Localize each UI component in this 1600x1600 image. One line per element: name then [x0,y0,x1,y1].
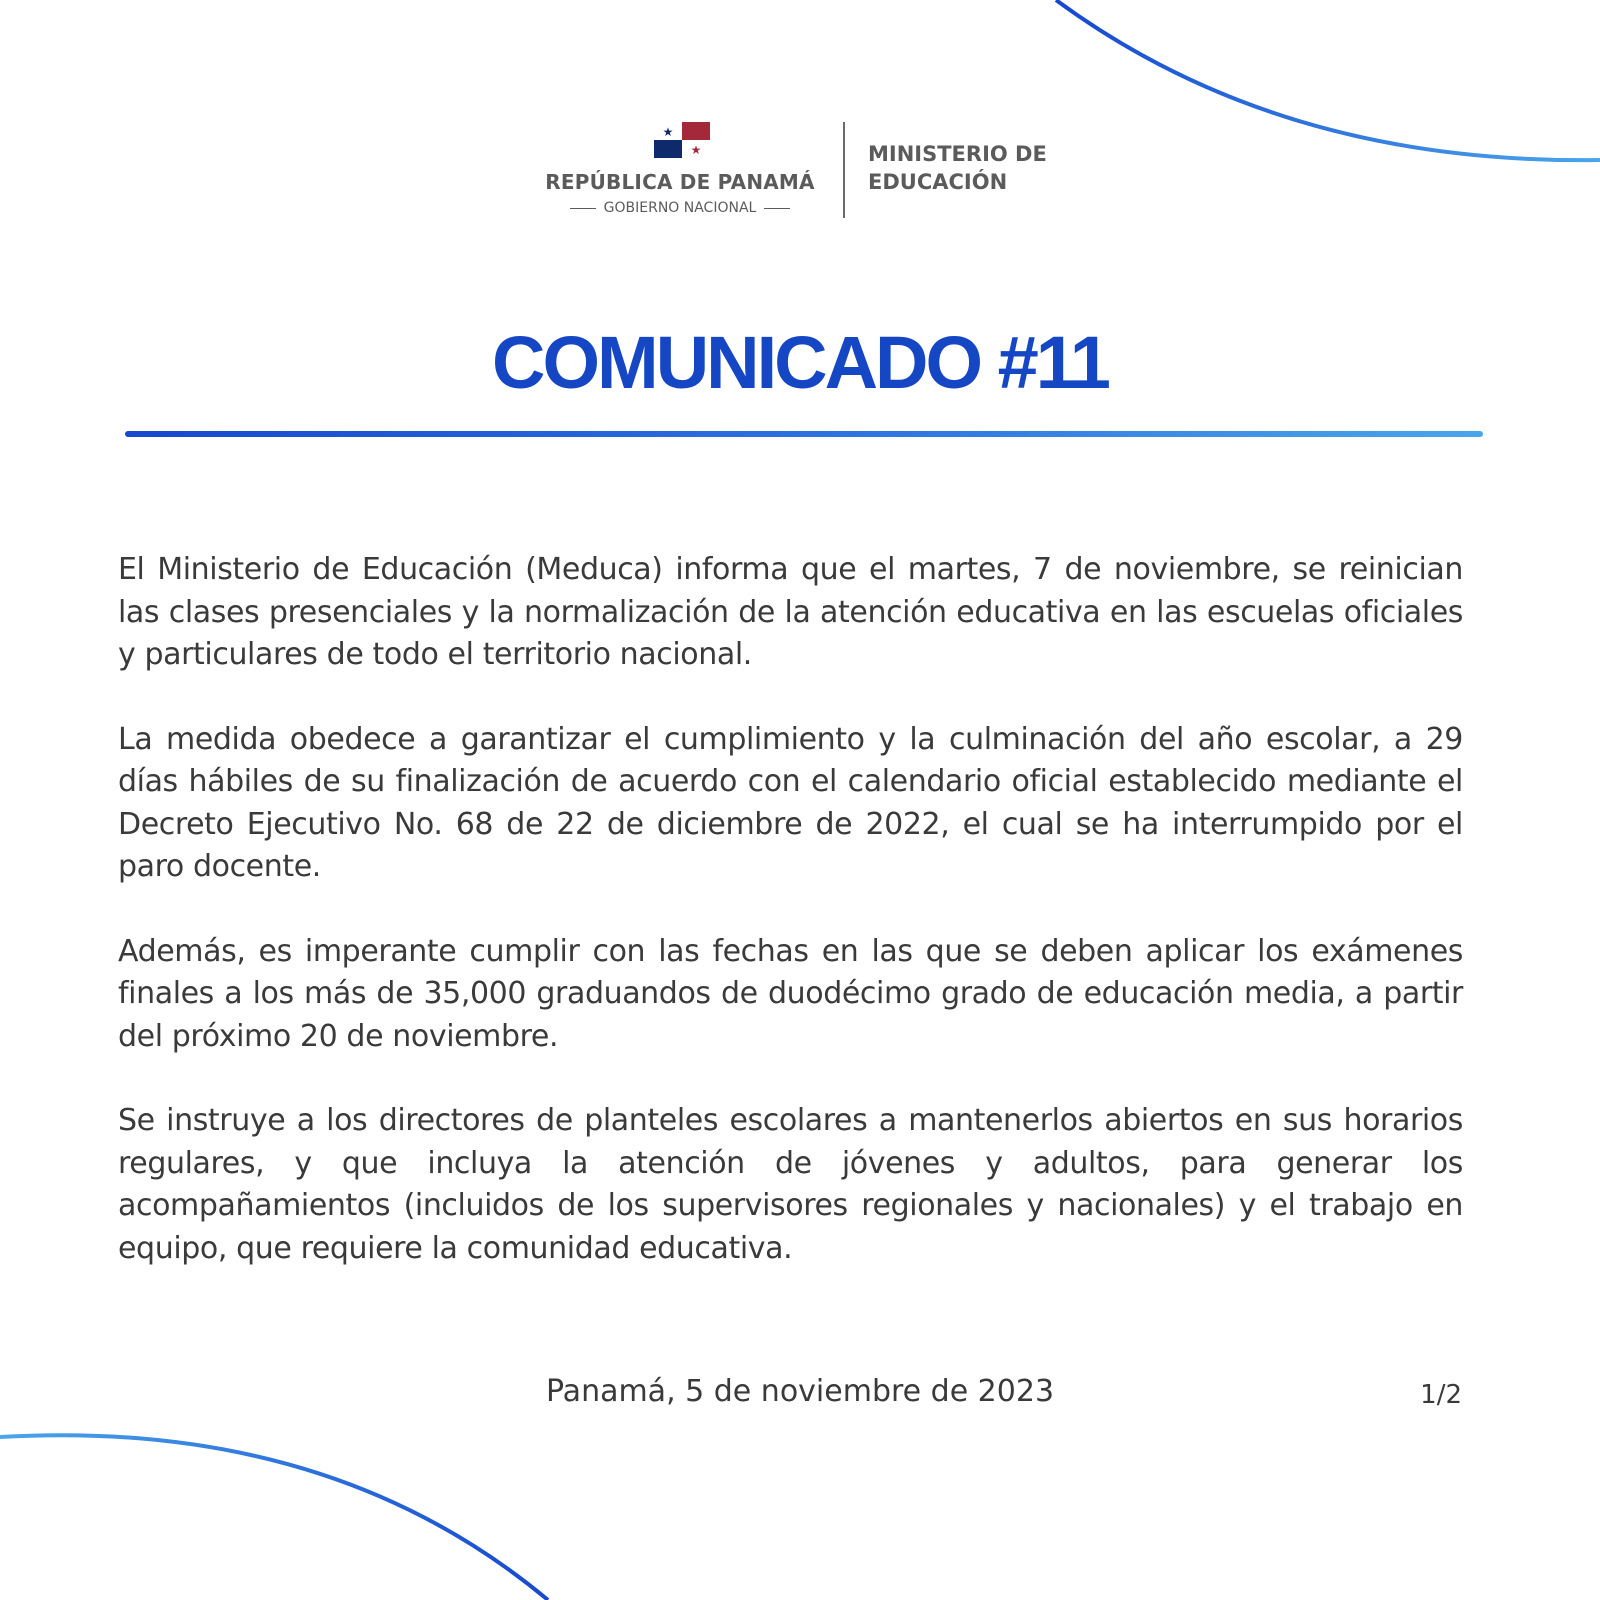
country-name: REPÚBLICA DE PANAMÁ [545,170,815,194]
left-rule [570,208,596,209]
government-label [540,200,820,216]
paragraph-1: El Ministerio de Educación (Meduca) informa que el martes, 7 de noviembre, se reinician las clases presenciales y la normalización de la atención educativa en las escuelas oficiales y particulares de todo el territorio nacional. [118,552,1463,672]
paragraph-4: Se instruye a los directores de planteles escolares a mantenerlos abiertos en sus horarios regulares, y que incluya la atención de jóvenes y adultos, para generar los acompañamientos (incluidos de los supervisores regionales y nacionales) y el trabajo en equipo, que requiere la comunidad educativa. [118,1103,1463,1266]
paragraph-2: La medida obedece a garantizar el cumplimiento y la culminación del año escolar, a 29 días hábiles de su finalización de acuerdo con el calendario oficial establecido mediante el Decreto Ejecutivo No. 68 de 22 de diciembre de 2022, el cual se ha interrumpido por el paro docente. [118,721,1463,884]
ministry-name [868,140,1047,196]
svg-text:★: ★ [662,125,674,139]
bottom-left-curve [0,1435,548,1600]
paragraph-3: Además, es imperante cumplir con las fechas en las que se deben aplicar los exámenes finales a los más de 35,000 graduandos de duodécimo grado de educación media, a partir del próximo 20 de noviembre. [118,933,1463,1054]
communique-body [118,549,1463,1312]
header-divider [843,122,845,218]
ministry-line-2: EDUCACIÓN [868,170,1008,194]
panama-flag-icon [654,122,710,158]
issue-date: Panamá, 5 de noviembre de 2023 [545,1374,1055,1409]
page-indicator: 1/2 [1420,1380,1462,1410]
right-rule [764,208,790,209]
svg-text:★: ★ [690,143,702,157]
ministry-line-1: MINISTERIO DE [868,142,1047,166]
header [0,118,1600,222]
government-label-text: GOBIERNO NACIONAL [603,200,757,216]
page-title: COMUNICADO #11 [492,321,1108,404]
title-underline [125,431,1483,437]
